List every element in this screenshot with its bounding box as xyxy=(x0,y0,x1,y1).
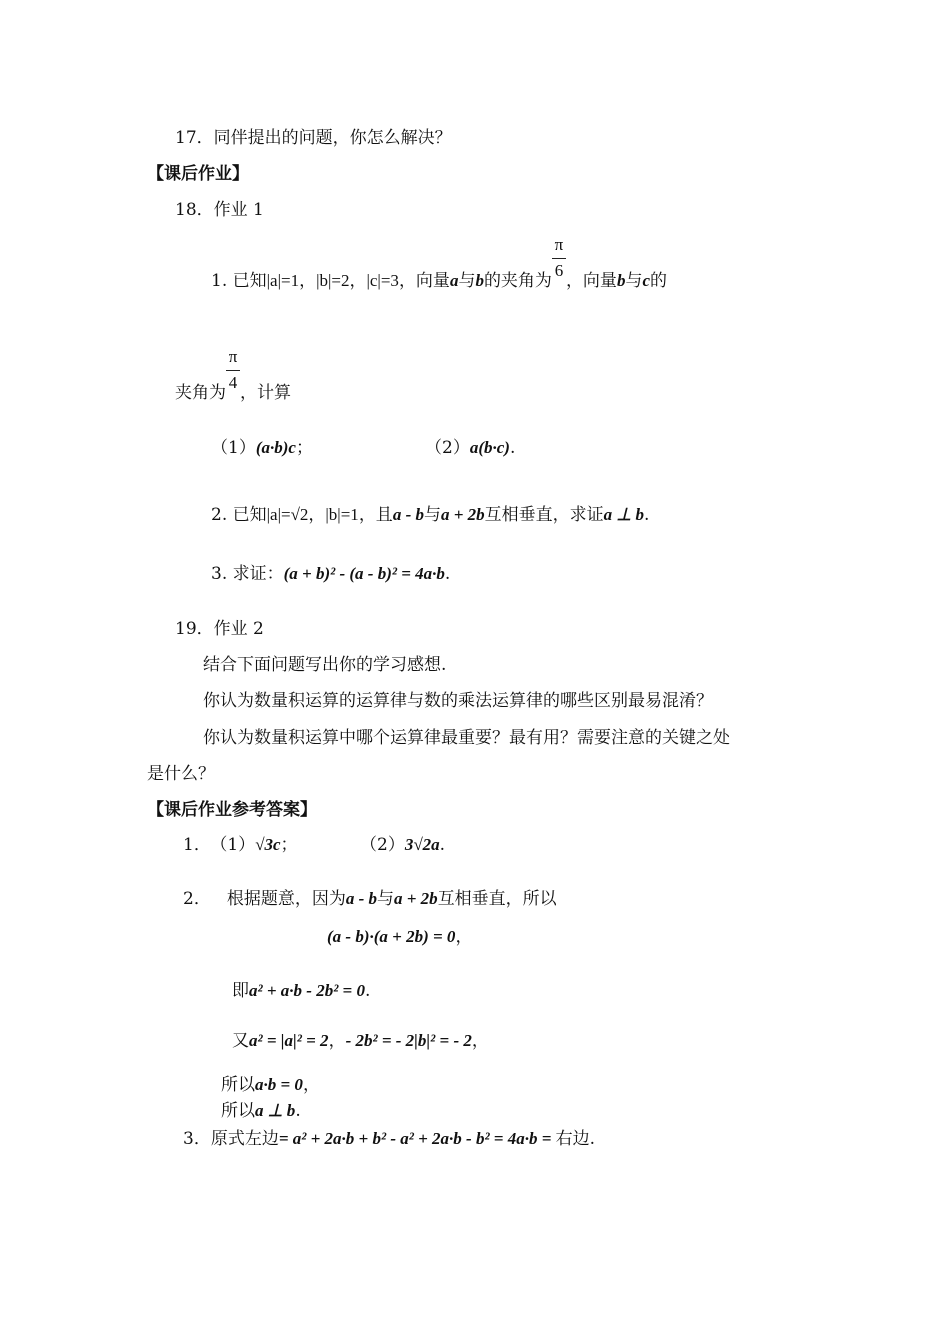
end: ， xyxy=(302,1075,320,1095)
a-magnitude: |a|=1 xyxy=(266,271,300,290)
answer-2-line-6 xyxy=(221,1100,301,1122)
part-label: （2） xyxy=(360,835,405,855)
text: 根据题意，因为 xyxy=(226,889,346,909)
problem-2 xyxy=(211,504,649,526)
part-label: （1） xyxy=(211,438,256,458)
expr-a-minus-b: a - b xyxy=(392,505,424,524)
answer-1 xyxy=(183,834,298,856)
text: ，向量 xyxy=(565,271,617,291)
fraction-pi-over-4 xyxy=(226,347,240,398)
part-1-expression: (a·b)c xyxy=(255,438,296,457)
sep: ， xyxy=(328,1031,346,1051)
part-label: （2） xyxy=(425,438,470,458)
text: 夹角为 xyxy=(175,383,226,403)
answer-2-equation-3: a² = |a|² = 2 xyxy=(249,1031,329,1050)
text: 所以 xyxy=(221,1101,255,1121)
answer-2-equation-4: - 2b² = - 2|b|² = - 2 xyxy=(345,1031,472,1050)
text: 所以 xyxy=(221,1075,255,1095)
b-magnitude: |b|=1 xyxy=(325,505,359,524)
text: 互相垂直，求证 xyxy=(484,505,604,525)
answer-1-part-1: √3c xyxy=(255,835,281,854)
end: . xyxy=(364,981,371,1001)
end: . xyxy=(643,505,650,525)
problem-1-part-1 xyxy=(211,437,313,459)
problem-1-prefix: 1. 已知 xyxy=(211,271,267,291)
sep: ， xyxy=(299,271,317,291)
text: 的夹角为 xyxy=(483,271,552,291)
answer-2-equation-2: a² + a·b - 2b² = 0 xyxy=(249,981,365,1000)
text: 即 xyxy=(232,981,249,1001)
text: 与 xyxy=(458,271,476,291)
text: 右边. xyxy=(555,1129,596,1149)
answer-2-line-5 xyxy=(221,1074,320,1096)
answer-3 xyxy=(183,1128,595,1150)
part-end: ； xyxy=(295,438,313,458)
problem-2-prefix: 2. 已知 xyxy=(211,505,267,525)
expr-a-minus-b: a - b xyxy=(345,889,377,908)
text: 又 xyxy=(232,1031,249,1051)
text: 原式左边 xyxy=(210,1129,279,1149)
question-17: 17．同伴提出的问题，你怎么解决？ xyxy=(175,128,452,148)
answers-header: 【课后作业参考答案】 xyxy=(147,800,317,820)
answer-1-part-2: 3√2a xyxy=(404,835,440,854)
text: ，计算 xyxy=(240,383,291,403)
answer-2-equation-5: a·b = 0 xyxy=(255,1075,303,1094)
answer-2-line-3 xyxy=(232,980,370,1002)
expr-a-plus-2b: a + 2b xyxy=(394,889,438,908)
part-end: . xyxy=(439,835,446,855)
answer-number: 1． xyxy=(183,835,211,855)
text: 的 xyxy=(649,271,667,291)
problem-3-prefix: 3. 求证： xyxy=(211,564,284,584)
vector-b: b xyxy=(475,271,484,290)
question-19-line-3: 你认为数量积运算中哪个运算律最重要？最有用？需要注意的关键之处 xyxy=(203,728,730,748)
text: ，向量 xyxy=(398,271,450,291)
question-19: 19．作业 2 xyxy=(175,619,264,639)
a-magnitude: |a|=√2 xyxy=(266,505,309,524)
end: . xyxy=(444,564,451,584)
fraction-denominator: 4 xyxy=(228,373,238,392)
sep: ， xyxy=(349,271,367,291)
answer-2-equation-1: (a - b)·(a + 2b) = 0 xyxy=(327,927,456,946)
problem-1-line-2 xyxy=(175,347,291,404)
c-magnitude: |c|=3 xyxy=(366,271,399,290)
part-end: ； xyxy=(280,835,298,855)
answer-2-equation-6: a ⊥ b xyxy=(255,1101,296,1120)
problem-1-part-2 xyxy=(425,437,515,459)
vector-c: c xyxy=(642,271,650,290)
expr-a-perp-b: a ⊥ b xyxy=(603,505,644,524)
part-end: . xyxy=(509,438,516,458)
fraction-bar xyxy=(552,258,566,259)
end: ， xyxy=(455,927,473,947)
text: 与 xyxy=(423,505,441,525)
answer-2-line-4 xyxy=(232,1030,489,1052)
question-18: 18．作业 1 xyxy=(175,200,264,220)
vector-a: a xyxy=(449,271,459,290)
answer-1-part-2-line xyxy=(360,834,445,856)
problem-3-expression: (a + b)² - (a - b)² = 4a·b xyxy=(283,564,445,583)
fraction-numerator: π xyxy=(228,347,238,366)
end: . xyxy=(295,1101,301,1121)
problem-3 xyxy=(211,563,450,585)
expr-a-plus-2b: a + 2b xyxy=(440,505,485,524)
vector-b: b xyxy=(616,271,626,290)
sep: ， xyxy=(308,505,326,525)
answer-2-line-1 xyxy=(183,888,557,910)
fraction-bar xyxy=(226,370,240,371)
text: 与 xyxy=(377,889,394,909)
text: 与 xyxy=(625,271,643,291)
answer-number: 3． xyxy=(183,1129,211,1149)
answer-number: 2． xyxy=(183,889,211,909)
question-19-line-2: 你认为数量积运算的运算律与数的乘法运算律的哪些区别最易混淆？ xyxy=(203,691,713,711)
fraction-pi-over-6 xyxy=(552,235,566,286)
fraction-denominator: 6 xyxy=(554,261,564,280)
problem-1-line-1 xyxy=(211,235,667,292)
end: ， xyxy=(471,1031,489,1051)
question-19-line-1: 结合下面问题写出你的学习感想. xyxy=(203,655,447,675)
answer-3-expression: = a² + 2a·b + b² - a² + 2a·b - b² = 4a·b = xyxy=(278,1129,556,1148)
part-label: （1） xyxy=(218,835,256,855)
text: 互相垂直，所以 xyxy=(437,889,557,909)
part-2-expression: a(b·c) xyxy=(469,438,510,457)
text: ，且 xyxy=(358,505,393,525)
question-19-line-4: 是什么？ xyxy=(147,764,215,784)
b-magnitude: |b|=2 xyxy=(316,271,350,290)
fraction-numerator: π xyxy=(554,235,564,254)
homework-header: 【课后作业】 xyxy=(147,164,249,184)
answer-2-line-2 xyxy=(327,926,472,948)
